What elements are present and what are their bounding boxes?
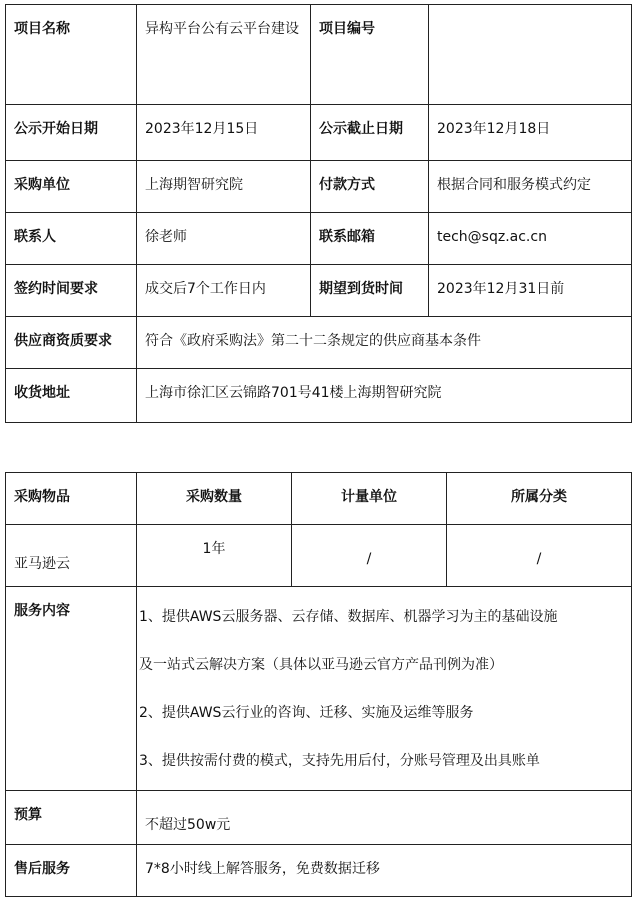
start-date-label: 公示开始日期 (6, 105, 137, 161)
email-value: tech@sqz.ac.cn (429, 213, 632, 265)
payment-value: 根据合同和服务模式约定 (429, 161, 632, 213)
contact-label: 联系人 (6, 213, 137, 265)
service-line: 及一站式云解决方案（具体以亚马逊云官方产品刊例为准） (139, 657, 503, 673)
item-category: / (447, 525, 632, 587)
sign-time-value: 成交后7个工作日内 (137, 265, 311, 317)
sign-time-label: 签约时间要求 (6, 265, 137, 317)
item-quantity: 1年 (137, 525, 292, 587)
delivery-time-value: 2023年12月31日前 (429, 265, 632, 317)
delivery-time-label: 期望到货时间 (311, 265, 429, 317)
after-sales-value: 7*8小时线上解答服务，免费数据迁移 (137, 845, 632, 897)
contact-value: 徐老师 (137, 213, 311, 265)
end-date-value: 2023年12月18日 (429, 105, 632, 161)
item-unit: / (292, 525, 447, 587)
address-label: 收货地址 (6, 369, 137, 423)
service-label: 服务内容 (6, 587, 137, 791)
header-quantity: 采购数量 (137, 473, 292, 525)
service-line: 2、提供AWS云行业的咨询、迁移、实施及运维等服务 (139, 705, 474, 721)
budget-label: 预算 (6, 791, 137, 845)
payment-label: 付款方式 (311, 161, 429, 213)
project-name-value: 异构平台公有云平台建设 (137, 5, 311, 105)
service-content (137, 587, 632, 791)
project-number-value (429, 5, 632, 105)
qualification-label: 供应商资质要求 (6, 317, 137, 369)
project-info-table (5, 4, 632, 423)
procurement-items-table (5, 472, 632, 897)
unit-value: 上海期智研究院 (137, 161, 311, 213)
project-name-label: 项目名称 (6, 5, 137, 105)
header-item: 采购物品 (6, 473, 137, 525)
service-line: 3、提供按需付费的模式，支持先用后付，分账号管理及出具账单 (139, 753, 540, 769)
start-date-value: 2023年12月15日 (137, 105, 311, 161)
email-label: 联系邮箱 (311, 213, 429, 265)
project-number-label: 项目编号 (311, 5, 429, 105)
qualification-value: 符合《政府采购法》第二十二条规定的供应商基本条件 (137, 317, 632, 369)
unit-label: 采购单位 (6, 161, 137, 213)
budget-value: 不超过50w元 (137, 791, 632, 845)
service-line: 1、提供AWS云服务器、云存储、数据库、机器学习为主的基础设施 (139, 609, 558, 625)
header-category: 所属分类 (447, 473, 632, 525)
address-value: 上海市徐汇区云锦路701号41楼上海期智研究院 (137, 369, 632, 423)
header-unit: 计量单位 (292, 473, 447, 525)
end-date-label: 公示截止日期 (311, 105, 429, 161)
after-sales-label: 售后服务 (6, 845, 137, 897)
item-name: 亚马逊云 (6, 525, 137, 587)
